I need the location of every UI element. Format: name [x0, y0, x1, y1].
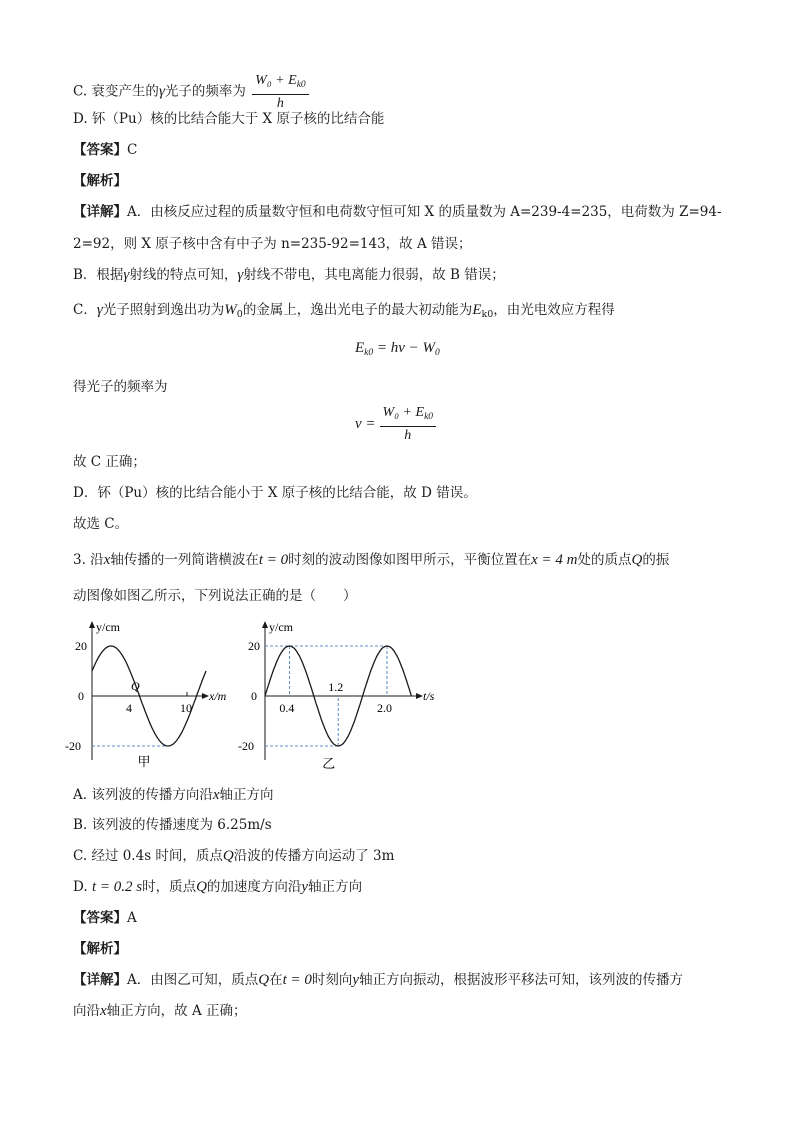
- q3-detail-text-2: 在: [269, 972, 283, 988]
- q3-text-3: 时刻的波动图像如图甲所示，平衡位置在: [288, 552, 532, 568]
- opt-a-text: A. 该列波的传播方向沿: [73, 787, 213, 803]
- y-symbol: y: [352, 972, 360, 988]
- detail-label: 【详解】: [73, 204, 127, 220]
- tick-label-0.4: 0.4: [279, 701, 295, 715]
- q2-detail-a-line2: 2=92，则 X 原子核中含有中子为 n=235-92=143，故 A 错误；: [73, 236, 472, 252]
- tick-label-2.0: 2.0: [377, 701, 392, 715]
- q3-option-c: [73, 846, 394, 866]
- analysis-label: 【解析】: [73, 173, 127, 189]
- eq2-fraction: [380, 404, 437, 444]
- q2-b-text-3: 射线不带电，其电离能力很弱，故 B 错误；: [243, 267, 505, 283]
- q2-detail-b: [73, 265, 505, 285]
- y-axis-label: y/cm: [269, 620, 293, 634]
- q3-detail-text-4: 轴正方向振动，根据波形平移法可知，该列波的传播方: [359, 972, 684, 988]
- point-q-label: Q: [131, 679, 140, 693]
- q2-b-text-2: 射线的特点可知，: [129, 267, 238, 283]
- analysis-label: 【解析】: [73, 941, 127, 957]
- opt-d-text: D.: [73, 879, 88, 895]
- answer-value: C: [127, 142, 138, 158]
- q2-c-text: C．: [73, 302, 97, 318]
- q3-text: 3. 沿: [73, 552, 104, 568]
- opt-d-text-4: 轴正方向: [308, 879, 363, 895]
- y-axis-arrow: [89, 621, 95, 628]
- q2-detail-a-line1: [73, 202, 722, 222]
- answer-1-line: [73, 140, 137, 160]
- t0-symbol: t = 0: [258, 552, 289, 568]
- x-axis-arrow: [416, 693, 423, 699]
- tick-label-0: 0: [78, 689, 84, 703]
- x-symbol: x: [212, 787, 220, 803]
- y-symbol: y: [301, 879, 309, 895]
- w0-symbol: W: [224, 302, 237, 318]
- q2-c-text-4: ，由光电效应方程得: [493, 302, 615, 318]
- q3-detail-line2: [73, 1001, 247, 1021]
- tick-label-20: 20: [248, 639, 260, 653]
- gamma-symbol: γ: [237, 267, 244, 283]
- analysis-label-2: [73, 939, 127, 959]
- freq-text: 得光子的频率为: [73, 379, 168, 395]
- y-axis-arrow: [262, 621, 268, 628]
- q2-detail-d: D．钚（Pu）核的比结合能小于 X 原子核的比结合能，故 D 错误。: [73, 485, 477, 501]
- detail-label: 【详解】: [73, 972, 127, 988]
- eq2-lhs: ν =: [355, 415, 376, 432]
- w0-sub: 0: [236, 309, 243, 320]
- q2-a-text: A．由核反应过程的质量数守恒和电荷数守恒可知 X 的质量数为 A=239-4=235，电荷数为 Z=94-: [127, 204, 722, 220]
- q-symbol: Q: [222, 848, 234, 864]
- x4m-symbol: x = 4 m: [531, 552, 578, 568]
- tick-label-4: 4: [126, 701, 132, 715]
- q3-text-5: 的振: [642, 552, 670, 568]
- q3-detail-text-5: 向沿: [73, 1003, 100, 1019]
- x-symbol: x: [100, 1003, 107, 1019]
- q2-c-text-3: 的金属上，逸出光电子的最大初动能为: [242, 302, 473, 318]
- opt-c-text-2: 沿波的传播方向运动了 3m: [233, 848, 395, 864]
- t0-symbol: t = 0: [282, 972, 312, 988]
- eq-sub-2: 0: [435, 348, 440, 358]
- q-symbol: Q: [258, 972, 270, 988]
- opt-c-text: C. 经过 0.4s 时间，质点: [73, 848, 223, 864]
- eq-e: E: [355, 340, 365, 356]
- c-correct: 故 C 正确；: [73, 454, 146, 470]
- tick-label-neg20: -20: [238, 739, 254, 753]
- fraction-sub: k0: [296, 80, 306, 90]
- eq-rest: = hν − W: [373, 340, 436, 356]
- vibration-graph-yi: [232, 612, 447, 772]
- fraction-numerator: W₀ + E: [255, 73, 297, 88]
- q3-text-4: 处的质点: [577, 552, 632, 568]
- option-d-line: D. 钚（Pu）核的比结合能大于 X 原子核的比结合能: [73, 111, 385, 127]
- x-axis-arrow: [202, 693, 209, 699]
- x-axis-label: x/m: [209, 689, 227, 703]
- q2-c-text-2: 光子照射到逸出功为: [102, 302, 225, 318]
- q2-b-text: B．根据: [73, 267, 124, 283]
- eq-sub: k0: [364, 348, 374, 358]
- q3-option-b: B. 该列波的传播速度为 6.25m/s: [73, 817, 272, 833]
- tick-label-neg20: -20: [65, 739, 81, 753]
- eq2-num-sub: k0: [424, 412, 434, 422]
- ek0-symbol: E: [472, 302, 482, 318]
- analysis-label-1: [73, 171, 127, 191]
- answer-label: 【答案】: [73, 910, 127, 926]
- q3-detail-line1: [73, 970, 683, 990]
- wave-graph-jia: [60, 612, 235, 772]
- eq2-numerator: W₀ + E: [382, 405, 425, 420]
- eq2-denominator: h: [404, 428, 412, 443]
- opt-d-text-2: 时，质点: [142, 879, 197, 895]
- chart-title: 乙: [322, 756, 336, 771]
- q3-option-a: [73, 785, 274, 805]
- answer-2-line: [73, 908, 137, 928]
- option-c-fraction: [252, 72, 309, 112]
- tick-label-1.2: 1.2: [328, 680, 344, 694]
- frequency-equation: [355, 404, 438, 444]
- choose-c: 故选 C。: [73, 516, 129, 532]
- q3-stem-line1: [73, 550, 669, 570]
- x-axis-label: t/s: [423, 689, 435, 703]
- gamma-symbol: γ: [158, 83, 165, 100]
- t02-symbol: t = 0.2 s: [91, 879, 143, 895]
- x-symbol: x: [103, 552, 111, 568]
- q2-detail-c: [73, 300, 615, 325]
- tick-label-10: 10: [180, 701, 192, 715]
- option-c-line: [73, 72, 311, 112]
- y-axis-label: y/cm: [96, 620, 120, 634]
- q3-detail-text: A．由图乙可知，质点: [127, 972, 259, 988]
- fraction-denominator: h: [276, 96, 284, 111]
- tick-label-20: 20: [75, 639, 87, 653]
- photoelectric-equation: [355, 340, 440, 358]
- opt-a-text-2: 轴正方向: [219, 787, 274, 803]
- option-c-text-2: 光子的频率为: [164, 83, 246, 100]
- answer-value: A: [127, 910, 137, 926]
- tick-label-0: 0: [251, 689, 257, 703]
- chart-title: 甲: [137, 754, 151, 769]
- option-c-text: C. 衰变产生的: [73, 83, 159, 100]
- q-symbol: Q: [196, 879, 207, 895]
- gamma-symbol: γ: [123, 267, 130, 283]
- opt-d-text-3: 的加速度方向沿: [206, 879, 302, 895]
- q3-detail-text-6: 轴正方向，故 A 正确；: [106, 1003, 247, 1019]
- q3-stem-line2: 动图像如图乙所示，下列说法正确的是（ ）: [73, 588, 357, 604]
- q-symbol: Q: [631, 552, 643, 568]
- q3-option-d: [73, 877, 362, 897]
- answer-label: 【答案】: [73, 142, 127, 158]
- ek0-sub: k0: [481, 309, 494, 320]
- gamma-symbol: γ: [96, 302, 103, 318]
- q3-detail-text-3: 时刻向: [311, 972, 353, 988]
- q3-text-2: 轴传播的一列简谐横波在: [110, 552, 259, 568]
